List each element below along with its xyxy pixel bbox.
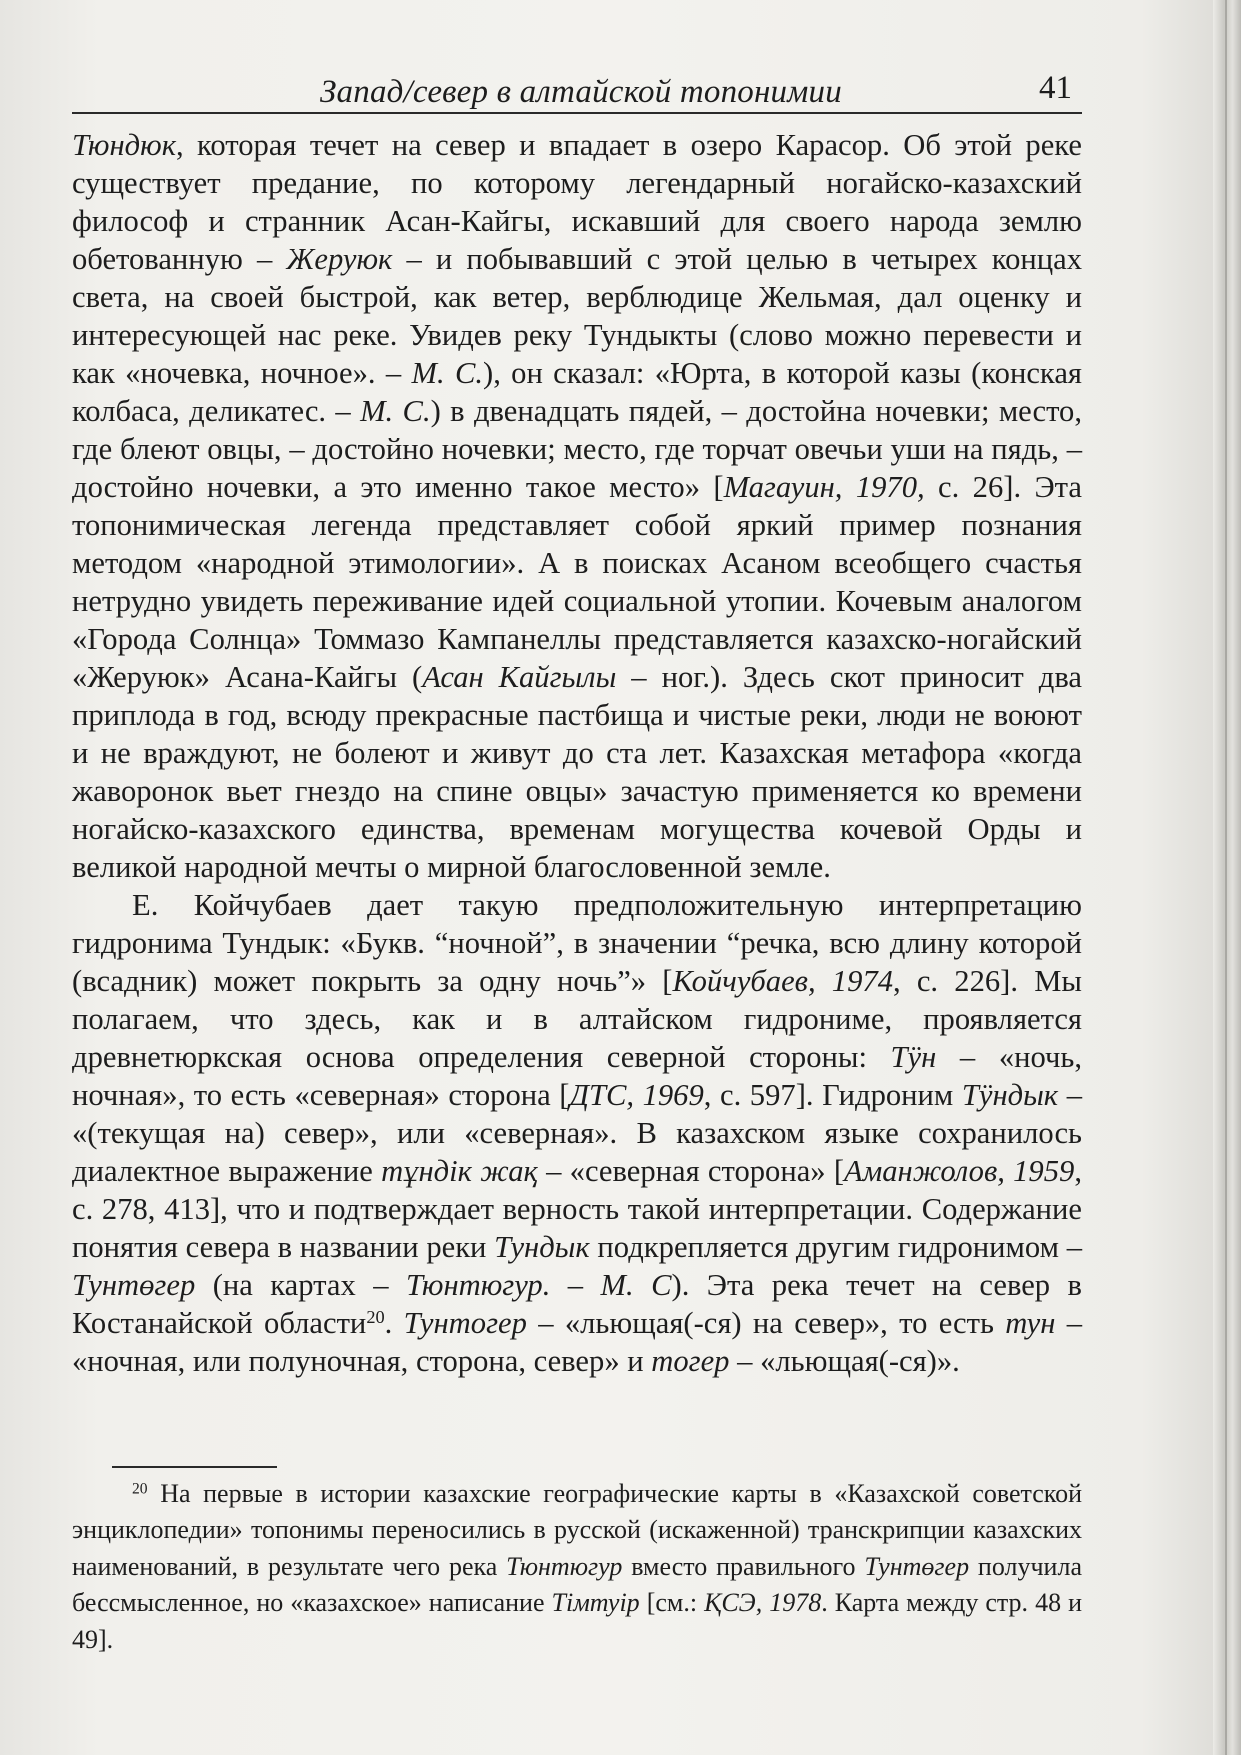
italic-text: ДТС, 1969 [569, 1078, 704, 1112]
body-paragraph [72, 126, 1082, 886]
text-run: ). Эта река течет на север в Костанайской области [72, 1268, 1082, 1340]
header-rule [72, 112, 1082, 114]
text-run: , с. 597]. Гидроним [703, 1078, 962, 1112]
italic-text: Тунтөгер [72, 1268, 196, 1302]
text-run: , с. 278, 413], что и подтверждает верность такой интерпретации. Содержание понятия севера в названии реки [72, 1154, 1082, 1264]
italic-text: Жеруюк [286, 242, 393, 276]
text-run: [см.: [639, 1588, 705, 1618]
text-run: , которая течет на север и впадает в озеро Карасор. Об этой реке существует предание, по которому легендарный ногайско-казахский философ и странник Асан-Кайгы, искавший для своего народа землю обетованную – [72, 128, 1082, 276]
italic-text: Асан Кайгылы [422, 660, 617, 694]
italic-text: Тундык [494, 1230, 590, 1264]
italic-text: Тӱн [890, 1040, 937, 1074]
italic-text: Тюнтюгур. – М. С [405, 1268, 672, 1302]
italic-text: Тӱндык [961, 1078, 1059, 1112]
italic-text: Аманжолов, 1959 [844, 1154, 1075, 1188]
page-number: 41 [1039, 70, 1072, 106]
book-spine-edge [1225, 0, 1227, 1755]
text-run: – «ночная, или полуночная, сторона, север» и [72, 1306, 1082, 1378]
body-paragraph [72, 886, 1082, 1380]
text-run: ), он сказал: «Юрта, в которой казы (конская колбаса, деликатес. – [72, 356, 1082, 428]
book-spine-shadow [1213, 0, 1241, 1755]
text-run: с. 26]. Эта топонимическая легенда представляет собой яркий пример познания методом «народной этимологии». А в поисках Асаном всеобщего счастья нетрудно увидеть переживание идей социальной утопии. Кочевым аналогом «Города Солнца» Томмазо Кампанеллы представляется казахско-ногайский «Жеруюк» Асана-Кайгы ( [72, 470, 1082, 694]
italic-text: М. С. [411, 356, 484, 390]
italic-text: тұндік жақ [381, 1154, 538, 1188]
italic-text: тун [1005, 1306, 1056, 1340]
italic-text: Тунтогер [403, 1306, 527, 1340]
text-run: . [384, 1306, 404, 1340]
text-run: – «льющая(-ся) на север», то есть [526, 1306, 1006, 1340]
main-text [72, 126, 1082, 1380]
footnote-20 [72, 1476, 1082, 1658]
text-run: . Карта между стр. 48 и 49]. [72, 1588, 1082, 1654]
italic-text: Тімтуір [551, 1588, 640, 1618]
italic-text: Койчубаев, 1974 [672, 964, 893, 998]
text-run: Е. Койчубаев дает такую предположительную интерпретацию гидронима Тундык: «Букв. “ночной”, в значении “речка, всю длину которой (всадник) может покрыть за одну ночь”» [ [72, 888, 1082, 998]
text-run: ) в двенадцать пядей, – достойна ночевки; место, где блеют овцы, – достойно ночевки; место, где торчат овечьи уши на пядь, – достойно ночевки, а это именно такое место» [ [72, 394, 1083, 504]
text-run: , с. 226]. Мы полагаем, что здесь, как и в алтайском гидрониме, проявляется древнетюркская основа определения северной стороны: [72, 964, 1082, 1074]
italic-text: ҚСЭ, 1978 [704, 1588, 822, 1618]
italic-text: Магауин, 1970, [723, 470, 925, 504]
italic-text: Тюндюк [72, 128, 177, 162]
text-run: подкрепляется другим гидронимом – [589, 1230, 1082, 1264]
text-run: (на картах – [195, 1268, 406, 1302]
text-run: – «ночь, ночная», то есть «северная» сторона [ [72, 1040, 1082, 1112]
text-run: – ног.). Здесь скот приносит два приплода в год, всюду прекрасные пастбища и чистые реки, люди не воюют и не враждуют, не болеют и живут до ста лет. Казахская метафора «когда жаворонок вьет гнездо на спине овцы» зачастую применяется ко времени ногайско-казахского единства, временам могущества кочевой Орды и великой народной мечты о мирной благословенной земле. [72, 660, 1082, 884]
italic-text: тогер [651, 1344, 730, 1378]
italic-text: М. С. [360, 394, 431, 428]
running-title: Запад/север в алтайской топонимии [320, 74, 842, 110]
footnote-marker: 20 [132, 1480, 148, 1498]
text-run: На первые в истории казахские географические карты в «Казахской советской энциклопедии» топонимы переносились в русской (искаженной) транскрипции казахских наименований, в результате чего река [72, 1479, 1082, 1581]
footnote-separator [112, 1466, 277, 1468]
text-run: – «(текущая на) север», или «северная». В казахском языке сохранилось диалектное выражение [72, 1078, 1082, 1188]
footnote-marker: 20 [366, 1306, 385, 1327]
italic-text: Тюнтюгур [506, 1551, 623, 1581]
text-run: – и побывавший с этой целью в четырех концах света, на своей быстрой, как ветер, верблюдице Жельмая, дал оценку и интересующей нас реке. Увидев реку Тундыкты (слово можно перевести и как «ночевка, ночное». – [72, 242, 1082, 390]
running-header [72, 70, 1082, 108]
text-run: получила бессмысленное, но «казахское» написание [72, 1551, 1082, 1618]
italic-text: Тунтөгер [864, 1551, 970, 1581]
text-run: – «льющая(-ся)». [729, 1344, 960, 1378]
text-run: вместо правильного [622, 1551, 865, 1581]
text-run: – «северная сторона» [ [537, 1154, 845, 1188]
